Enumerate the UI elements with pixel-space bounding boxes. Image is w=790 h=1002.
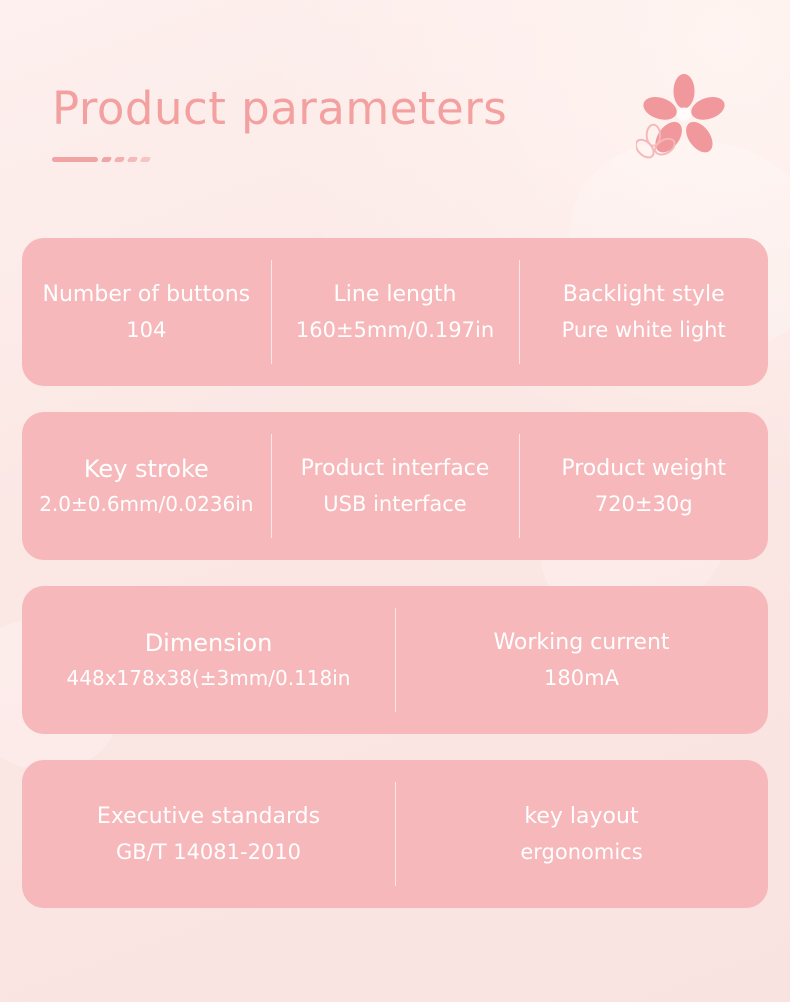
parameter-row: [22, 238, 768, 386]
parameter-value: 104: [126, 317, 167, 342]
parameter-value: 448x178x38(±3mm/0.118in: [66, 666, 351, 691]
parameter-label: Line length: [333, 282, 457, 308]
parameter-cell: [271, 412, 520, 560]
parameter-label: Product interface: [300, 456, 490, 482]
parameter-value: ergonomics: [520, 839, 643, 864]
parameter-value: 720±30g: [594, 491, 693, 516]
parameter-cell: [395, 586, 768, 734]
parameter-card-list: [22, 238, 768, 934]
underline-dash: [127, 157, 138, 162]
parameter-label: Working current: [493, 630, 670, 656]
parameter-value: USB interface: [323, 491, 467, 516]
parameter-label: key layout: [524, 804, 639, 830]
parameter-label: Number of buttons: [42, 282, 251, 308]
parameter-label: Dimension: [144, 628, 273, 657]
parameter-cell: [519, 412, 768, 560]
underline-dash: [114, 157, 125, 162]
parameter-row: [22, 586, 768, 734]
parameter-cell: [22, 760, 395, 908]
parameter-cell: [22, 238, 271, 386]
parameter-label: Executive standards: [96, 804, 321, 830]
parameter-value: Pure white light: [561, 317, 726, 342]
parameter-cell: [519, 238, 768, 386]
parameter-label: Product weight: [561, 456, 727, 482]
parameter-label: Key stroke: [83, 454, 209, 483]
parameter-cell: [271, 238, 520, 386]
parameter-cell: [22, 586, 395, 734]
parameter-value: 160±5mm/0.197in: [295, 317, 495, 342]
underline-dash: [140, 157, 151, 162]
parameter-value: 2.0±0.6mm/0.0236in: [39, 492, 254, 517]
parameter-value: 180mA: [544, 665, 619, 690]
parameter-cell: [395, 760, 768, 908]
parameter-value: GB/T 14081-2010: [115, 839, 302, 864]
page-title: Product parameters: [52, 82, 508, 135]
underline-bar: [52, 157, 98, 162]
parameter-cell: [22, 412, 271, 560]
underline-dash: [101, 157, 112, 162]
parameter-row: [22, 760, 768, 908]
parameter-label: Backlight style: [562, 282, 725, 308]
sakura-flower-icon: [636, 72, 732, 162]
parameter-row: [22, 412, 768, 560]
